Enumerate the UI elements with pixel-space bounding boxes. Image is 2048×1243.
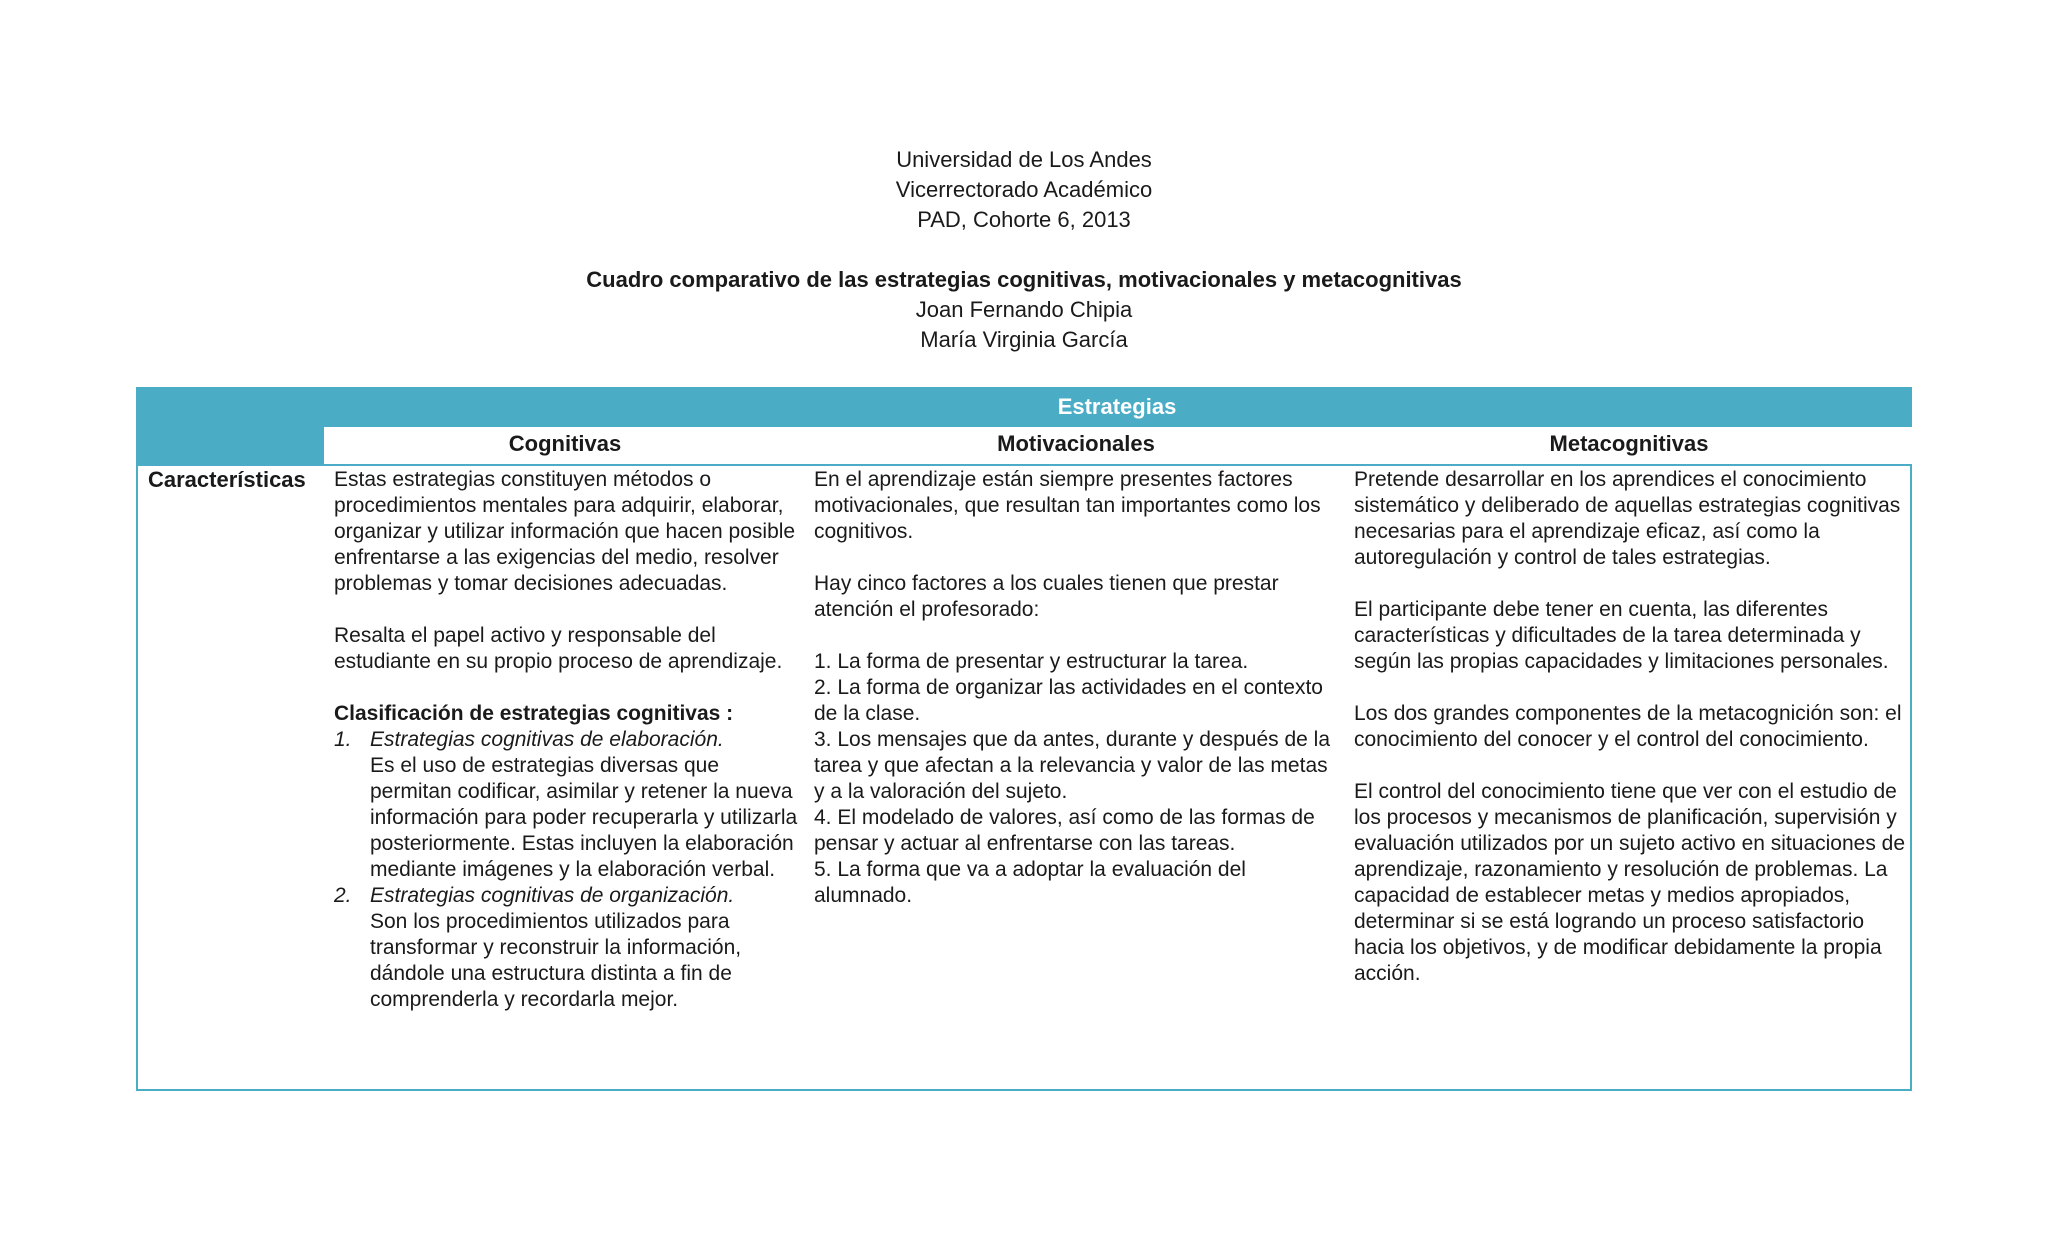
document-header <box>0 145 2048 355</box>
strategies-heading: Estrategias <box>1057 394 1177 419</box>
motivacionales-paragraph-1: En el aprendizaje están siempre presentes factores motivacionales, que resultan tan importantes como los cognitivos. <box>814 468 1321 543</box>
list-item-title: Estrategias cognitivas de elaboración. <box>370 728 724 751</box>
list-number: 1. <box>334 728 352 751</box>
cognitivas-paragraph-1: Estas estrategias constituyen métodos o procedimientos mentales para adquirir, elaborar, organizar y utilizar información que hacen posible enfrentarse a las exigencias del medio, resolver problemas y tomar decisiones adecuadas. <box>334 468 796 595</box>
cell-motivacionales <box>814 467 1340 909</box>
university-name: Universidad de Los Andes <box>896 147 1152 172</box>
author-1: Joan Fernando Chipia <box>915 297 1133 322</box>
factor-2: 2. La forma de organizar las actividades en el contexto de la clase. <box>814 676 1323 725</box>
list-item <box>334 727 804 883</box>
list-item <box>334 883 804 1013</box>
list-number: 2. <box>334 884 352 907</box>
list-item-text: Son los procedimientos utilizados para transformar y reconstruir la información, dándole una estructura distinta a fin de comprenderla y recordarla mejor. <box>370 910 742 1011</box>
metacognitivas-paragraph-4: El control del conocimiento tiene que ver con el estudio de los procesos y mecanismos de planificación, supervisión y evaluación utilizados por un sujeto activo en situaciones de aprendizaje, razonamiento y resolución de problemas. La capacidad de establecer metas y medios apropiados, determinar si se está logrando un proceso satisfactorio hacia los objetivos, y de modificar debidamente la propia acción. <box>1354 780 1906 985</box>
row-label-caracteristicas: Características <box>148 467 306 492</box>
factor-4: 4. El modelado de valores, así como de las formas de pensar y actuar al enfrentarse con las tareas. <box>814 806 1315 855</box>
list-item-title: Estrategias cognitivas de organización. <box>370 884 735 907</box>
vicerrectorado: Vicerrectorado Académico <box>895 177 1153 202</box>
cognitivas-paragraph-2: Resalta el papel activo y responsable del estudiante en su propio proceso de aprendizaje. <box>334 624 783 673</box>
header-divider <box>138 464 1910 466</box>
factor-3: 3. Los mensajes que da antes, durante y después de la tarea y que afectan a la relevancia y valor de las metas y a la valoración del sujeto. <box>814 728 1331 803</box>
table-corner-cell <box>138 427 324 464</box>
cell-cognitivas <box>334 467 804 1013</box>
factor-5: 5. La forma que va a adoptar la evaluación del alumnado. <box>814 858 1246 907</box>
author-2: María Virginia García <box>920 327 1128 352</box>
column-header-motivacionales: Motivacionales <box>806 427 1346 464</box>
column-header-cognitivas: Cognitivas <box>324 427 806 464</box>
list-item-text: Es el uso de estrategias diversas que permitan codificar, asimilar y retener la nueva información para poder recuperarla y utilizarla posteriormente. Estas incluyen la elaboración mediante imágenes y la elaboración verbal. <box>370 754 798 881</box>
column-header-metacognitivas: Metacognitivas <box>1346 427 1912 464</box>
motivacionales-paragraph-2: Hay cinco factores a los cuales tienen que prestar atención el profesorado: <box>814 572 1279 621</box>
cohort-line: PAD, Cohorte 6, 2013 <box>917 207 1131 232</box>
classification-title: Clasificación de estrategias cognitivas : <box>334 702 734 725</box>
metacognitivas-paragraph-2: El participante debe tener en cuenta, las diferentes características y dificultades de la tarea determinada y según las propias capacidades y limitaciones personales. <box>1354 598 1889 673</box>
metacognitivas-paragraph-3: Los dos grandes componentes de la metacognición son: el conocimiento del conocer y el control del conocimiento. <box>1354 702 1902 751</box>
cell-metacognitivas <box>1354 467 1910 987</box>
document-title: Cuadro comparativo de las estrategias cognitivas, motivacionales y metacognitivas <box>586 267 1462 292</box>
factor-1: 1. La forma de presentar y estructurar la tarea. <box>814 650 1249 673</box>
comparison-table <box>136 387 1912 1091</box>
metacognitivas-paragraph-1: Pretende desarrollar en los aprendices el conocimiento sistemático y deliberado de aquellas estrategias cognitivas necesarias para el aprendizaje eficaz, así como la autoregulación y control de tales estrategias. <box>1354 468 1901 569</box>
